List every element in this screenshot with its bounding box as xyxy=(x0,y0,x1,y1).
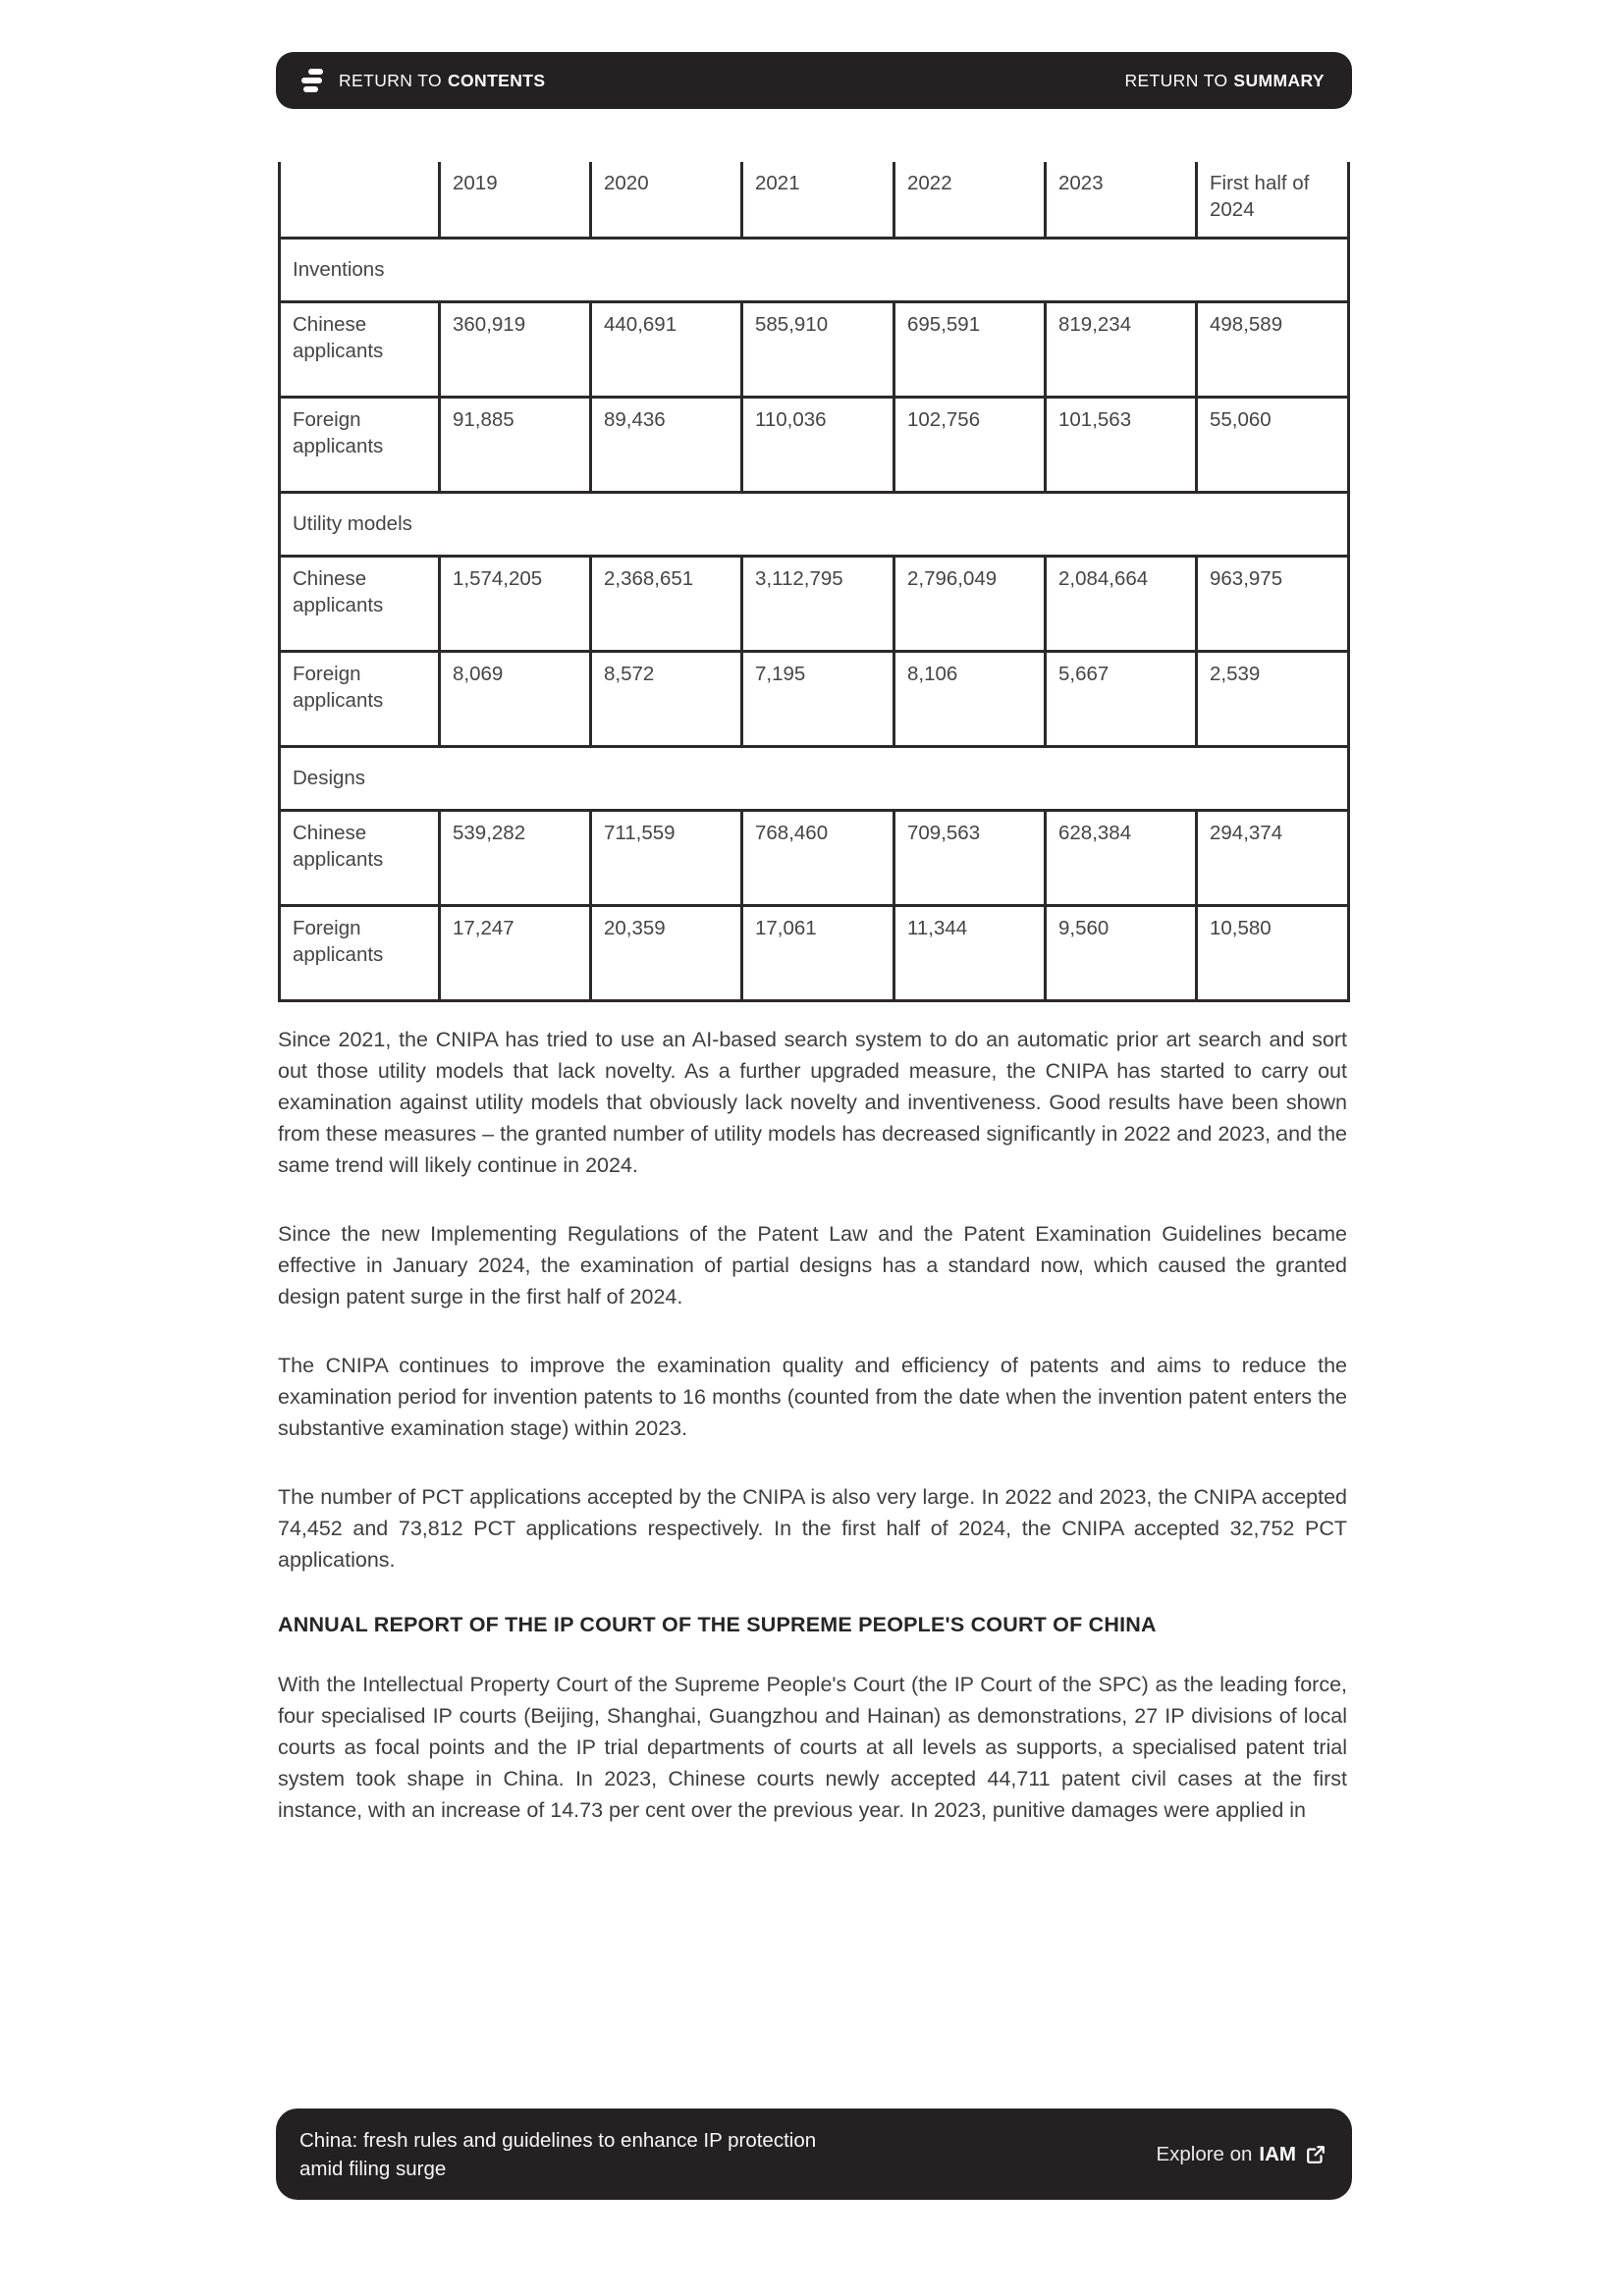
table-row xyxy=(280,905,1349,1000)
value-cell: 2,084,664 xyxy=(1046,556,1197,651)
value-cell: 585,910 xyxy=(742,301,894,397)
value-cell: 711,559 xyxy=(591,810,742,905)
row-label: Chinese applicants xyxy=(280,301,440,397)
row-label: Foreign applicants xyxy=(280,397,440,492)
value-cell: 1,574,205 xyxy=(440,556,591,651)
body-paragraph: The CNIPA continues to improve the examination quality and efficiency of patents and aims to reduce the examination period for invention patents to 16 months (counted from the date when the invention patent enters the substantive examination stage) within 2023. xyxy=(278,1353,1347,1440)
value-cell: 2,539 xyxy=(1197,651,1349,746)
value-cell: 5,667 xyxy=(1046,651,1197,746)
value-cell: 91,885 xyxy=(440,397,591,492)
value-cell: 360,919 xyxy=(440,301,591,397)
value-cell: 17,247 xyxy=(440,905,591,1000)
contents-icon xyxy=(299,68,326,93)
value-cell: 10,580 xyxy=(1197,905,1349,1000)
body-paragraph: Since 2021, the CNIPA has tried to use an AI-based search system to do an automatic prior art search and sort out those utility models that lack novelty. As a further upgraded measure, the CNIPA has started to carry out examination against utility models that obviously lack novelty and inventiveness. Good results have been shown from these measures – the granted number of utility models has decreased significantly in 2022 and 2023, and the same trend will likely continue in 2024. xyxy=(278,1027,1347,1177)
year-column-header: 2020 xyxy=(591,162,742,238)
return-to-summary-link[interactable] xyxy=(1124,71,1325,91)
table-row xyxy=(280,397,1349,492)
value-cell: 3,112,795 xyxy=(742,556,894,651)
section-label: Designs xyxy=(280,746,1349,810)
value-cell: 110,036 xyxy=(742,397,894,492)
year-column-header: 2023 xyxy=(1046,162,1197,238)
empty-corner-cell xyxy=(280,162,440,238)
section-row-utility-models xyxy=(280,492,1349,556)
body-paragraph: Since the new Implementing Regulations of the Patent Law and the Patent Examination Guidelines became effective in January 2024, the examination of partial designs has a standard now, which caused the granted design patent surge in the first half of 2024. xyxy=(278,1221,1347,1308)
value-cell: 8,069 xyxy=(440,651,591,746)
value-cell: 498,589 xyxy=(1197,301,1349,397)
table-row xyxy=(280,556,1349,651)
row-label: Chinese applicants xyxy=(280,810,440,905)
table-row xyxy=(280,301,1349,397)
year-column-header: First half of 2024 xyxy=(1197,162,1349,238)
section-label: Inventions xyxy=(280,238,1349,301)
body-paragraph: The number of PCT applications accepted by the CNIPA is also very large. In 2022 and 2023, the CNIPA accepted 74,452 and 73,812 PCT applications respectively. In the first half of 2024, the CNIPA accepted 32,752 PCT applications. xyxy=(278,1484,1347,1572)
value-cell: 709,563 xyxy=(894,810,1046,905)
section-label: Utility models xyxy=(280,492,1349,556)
value-cell: 8,572 xyxy=(591,651,742,746)
year-column-header: 2022 xyxy=(894,162,1046,238)
return-to-contents-label: RETURN TO CONTENTS xyxy=(339,70,546,90)
value-cell: 20,359 xyxy=(591,905,742,1000)
section-row-inventions xyxy=(280,238,1349,301)
year-column-header: 2019 xyxy=(440,162,591,238)
value-cell: 17,061 xyxy=(742,905,894,1000)
section-row-designs xyxy=(280,746,1349,810)
row-label: Chinese applicants xyxy=(280,556,440,651)
value-cell: 768,460 xyxy=(742,810,894,905)
page-content xyxy=(278,162,1347,1863)
top-nav-bar xyxy=(276,52,1352,109)
explore-on-iam-link[interactable]: Explore on IAM xyxy=(1156,2143,1326,2166)
value-cell: 101,563 xyxy=(1046,397,1197,492)
footer-title-line: amid filing surge xyxy=(299,2157,447,2180)
value-cell: 55,060 xyxy=(1197,397,1349,492)
value-cell: 695,591 xyxy=(894,301,1046,397)
value-cell: 2,368,651 xyxy=(591,556,742,651)
value-cell: 8,106 xyxy=(894,651,1046,746)
return-to-contents-link[interactable] xyxy=(299,68,545,93)
value-cell: 2,796,049 xyxy=(894,556,1046,651)
value-cell: 294,374 xyxy=(1197,810,1349,905)
table-row xyxy=(280,810,1349,905)
value-cell: 963,975 xyxy=(1197,556,1349,651)
value-cell: 819,234 xyxy=(1046,301,1197,397)
external-link-icon xyxy=(1305,2144,1326,2165)
footer-title xyxy=(299,2126,816,2183)
table-header-row xyxy=(280,162,1349,238)
footer-title-line: China: fresh rules and guidelines to enhance IP protection xyxy=(299,2128,817,2152)
row-label: Foreign applicants xyxy=(280,905,440,1000)
value-cell: 9,560 xyxy=(1046,905,1197,1000)
row-label: Foreign applicants xyxy=(280,651,440,746)
return-to-summary-label: RETURN TO SUMMARY xyxy=(1124,70,1325,90)
body-paragraph: With the Intellectual Property Court of the Supreme People's Court (the IP Court of the SPC) as the leading force, four specialised IP courts (Beijing, Shanghai, Guangzhou and Hainan) as demonstrations, 27 IP divisions of local courts as focal points and the IP trial departments of courts at all levels as supports, a specialised patent trial system took shape in China. In 2023, Chinese courts newly accepted 44,711 patent civil cases at the first instance, with an increase of 14.73 per cent over the previous year. In 2023, punitive damages were applied in xyxy=(278,1672,1347,1822)
table-row xyxy=(280,651,1349,746)
patent-filings-table xyxy=(278,162,1350,1002)
value-cell: 102,756 xyxy=(894,397,1046,492)
value-cell: 628,384 xyxy=(1046,810,1197,905)
value-cell: 440,691 xyxy=(591,301,742,397)
value-cell: 7,195 xyxy=(742,651,894,746)
value-cell: 89,436 xyxy=(591,397,742,492)
value-cell: 539,282 xyxy=(440,810,591,905)
year-column-header: 2021 xyxy=(742,162,894,238)
section-heading: ANNUAL REPORT OF THE IP COURT OF THE SUPREME PEOPLE'S COURT OF CHINA xyxy=(278,1612,1157,1636)
value-cell: 11,344 xyxy=(894,905,1046,1000)
footer-bar xyxy=(276,2109,1352,2200)
